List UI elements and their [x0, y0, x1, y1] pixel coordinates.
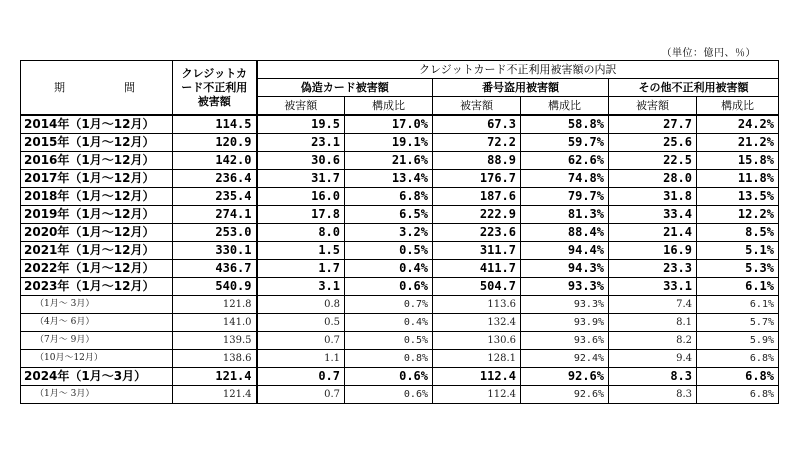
other-amount-cell: 8.3 [609, 368, 697, 386]
total-header: クレジットカード不正利用被害額 [173, 61, 257, 116]
counterfeit-ratio-cell: 0.6% [345, 278, 433, 296]
total-cell: 330.1 [173, 242, 257, 260]
counterfeit-header: 偽造カード被害額 [257, 79, 433, 97]
counterfeit-ratio-cell: 13.4% [345, 170, 433, 188]
counterfeit-ratio-cell: 6.5% [345, 206, 433, 224]
period-cell: 2024年（1月～3月） [21, 368, 173, 386]
other-amount-cell: 16.9 [609, 242, 697, 260]
breakdown-header: クレジットカード不正利用被害額の内訳 [257, 61, 779, 79]
number-theft-amount-cell: 112.4 [433, 386, 521, 404]
other-amount-cell: 33.1 [609, 278, 697, 296]
period-cell: （4月～ 6月） [21, 314, 173, 332]
number-theft-amount-cell: 88.9 [433, 152, 521, 170]
other-ratio-cell: 24.2% [697, 115, 779, 134]
counterfeit-amount-header: 被害額 [257, 97, 345, 116]
total-cell: 141.0 [173, 314, 257, 332]
other-ratio-cell: 5.3% [697, 260, 779, 278]
counterfeit-ratio-cell: 0.8% [345, 350, 433, 368]
other-ratio-cell: 6.1% [697, 278, 779, 296]
other-ratio-cell: 6.1% [697, 296, 779, 314]
counterfeit-ratio-cell: 0.6% [345, 368, 433, 386]
table-row [21, 115, 779, 134]
other-ratio-cell: 11.8% [697, 170, 779, 188]
other-ratio-cell: 13.5% [697, 188, 779, 206]
other-amount-cell: 21.4 [609, 224, 697, 242]
number-theft-amount-cell: 222.9 [433, 206, 521, 224]
counterfeit-ratio-cell: 0.7% [345, 296, 433, 314]
table-row [21, 152, 779, 170]
counterfeit-ratio-cell: 0.4% [345, 314, 433, 332]
counterfeit-amount-cell: 8.0 [257, 224, 345, 242]
number-theft-ratio-cell: 92.4% [521, 350, 609, 368]
number-theft-amount-cell: 411.7 [433, 260, 521, 278]
number-theft-ratio-cell: 79.7% [521, 188, 609, 206]
counterfeit-amount-cell: 16.0 [257, 188, 345, 206]
counterfeit-ratio-cell: 0.5% [345, 242, 433, 260]
counterfeit-ratio-cell: 17.0% [345, 115, 433, 134]
period-cell: （1月～ 3月） [21, 296, 173, 314]
total-cell: 120.9 [173, 134, 257, 152]
period-cell: 2020年（1月～12月） [21, 224, 173, 242]
total-cell: 142.0 [173, 152, 257, 170]
fraud-damage-table [20, 60, 779, 404]
number-theft-ratio-cell: 93.9% [521, 314, 609, 332]
unit-note: （単位：億円、％） [661, 48, 756, 59]
counterfeit-amount-cell: 23.1 [257, 134, 345, 152]
table-row [21, 350, 779, 368]
other-ratio-cell: 6.8% [697, 368, 779, 386]
total-cell: 121.4 [173, 368, 257, 386]
other-ratio-cell: 21.2% [697, 134, 779, 152]
counterfeit-ratio-cell: 3.2% [345, 224, 433, 242]
period-cell: （10月～12月） [21, 350, 173, 368]
counterfeit-amount-cell: 1.7 [257, 260, 345, 278]
total-cell: 253.0 [173, 224, 257, 242]
total-cell: 121.4 [173, 386, 257, 404]
total-cell: 121.8 [173, 296, 257, 314]
period-cell: 2016年（1月～12月） [21, 152, 173, 170]
table-row [21, 242, 779, 260]
number-theft-ratio-cell: 88.4% [521, 224, 609, 242]
table-row [21, 278, 779, 296]
other-amount-cell: 23.3 [609, 260, 697, 278]
number-theft-amount-cell: 504.7 [433, 278, 521, 296]
period-cell: 2021年（1月～12月） [21, 242, 173, 260]
table-row [21, 188, 779, 206]
number-theft-ratio-cell: 93.3% [521, 278, 609, 296]
period-cell: 2019年（1月～12月） [21, 206, 173, 224]
counterfeit-amount-cell: 31.7 [257, 170, 345, 188]
period-cell: 2015年（1月～12月） [21, 134, 173, 152]
other-amount-cell: 33.4 [609, 206, 697, 224]
counterfeit-ratio-header: 構成比 [345, 97, 433, 116]
table-body [21, 115, 779, 404]
other-ratio-cell: 5.1% [697, 242, 779, 260]
counterfeit-ratio-cell: 21.6% [345, 152, 433, 170]
counterfeit-ratio-cell: 0.4% [345, 260, 433, 278]
counterfeit-amount-cell: 0.8 [257, 296, 345, 314]
table-row [21, 296, 779, 314]
counterfeit-amount-cell: 17.8 [257, 206, 345, 224]
number-theft-ratio-cell: 62.6% [521, 152, 609, 170]
number-theft-amount-cell: 223.6 [433, 224, 521, 242]
table-row [21, 170, 779, 188]
number-theft-amount-cell: 311.7 [433, 242, 521, 260]
counterfeit-amount-cell: 3.1 [257, 278, 345, 296]
table-row [21, 332, 779, 350]
number-theft-ratio-cell: 94.3% [521, 260, 609, 278]
number-theft-ratio-cell: 59.7% [521, 134, 609, 152]
other-amount-cell: 27.7 [609, 115, 697, 134]
counterfeit-amount-cell: 1.5 [257, 242, 345, 260]
number-theft-ratio-cell: 93.3% [521, 296, 609, 314]
number-theft-ratio-cell: 92.6% [521, 368, 609, 386]
period-cell: 2023年（1月～12月） [21, 278, 173, 296]
number-theft-header: 番号盗用被害額 [433, 79, 609, 97]
counterfeit-amount-cell: 0.5 [257, 314, 345, 332]
table-row [21, 224, 779, 242]
table-row [21, 260, 779, 278]
period-cell: 2018年（1月～12月） [21, 188, 173, 206]
counterfeit-amount-cell: 0.7 [257, 332, 345, 350]
counterfeit-ratio-cell: 0.5% [345, 332, 433, 350]
counterfeit-ratio-cell: 19.1% [345, 134, 433, 152]
counterfeit-ratio-cell: 0.6% [345, 386, 433, 404]
other-amount-cell: 22.5 [609, 152, 697, 170]
total-cell: 236.4 [173, 170, 257, 188]
counterfeit-amount-cell: 0.7 [257, 368, 345, 386]
number-theft-amount-cell: 67.3 [433, 115, 521, 134]
other-amount-cell: 8.2 [609, 332, 697, 350]
number-theft-amount-cell: 72.2 [433, 134, 521, 152]
number-theft-ratio-cell: 81.3% [521, 206, 609, 224]
period-cell: 2014年（1月～12月） [21, 115, 173, 134]
other-amount-cell: 25.6 [609, 134, 697, 152]
number-theft-ratio-cell: 58.8% [521, 115, 609, 134]
other-ratio-cell: 6.8% [697, 386, 779, 404]
other-ratio-header: 構成比 [697, 97, 779, 116]
total-cell: 540.9 [173, 278, 257, 296]
number-theft-ratio-cell: 94.4% [521, 242, 609, 260]
number-theft-ratio-header: 構成比 [521, 97, 609, 116]
number-theft-ratio-cell: 74.8% [521, 170, 609, 188]
counterfeit-amount-cell: 0.7 [257, 386, 345, 404]
total-cell: 139.5 [173, 332, 257, 350]
period-cell: （7月～ 9月） [21, 332, 173, 350]
number-theft-amount-cell: 132.4 [433, 314, 521, 332]
number-theft-amount-cell: 187.6 [433, 188, 521, 206]
total-cell: 274.1 [173, 206, 257, 224]
counterfeit-ratio-cell: 6.8% [345, 188, 433, 206]
total-cell: 436.7 [173, 260, 257, 278]
other-amount-cell: 7.4 [609, 296, 697, 314]
total-cell: 114.5 [173, 115, 257, 134]
number-theft-amount-header: 被害額 [433, 97, 521, 116]
other-ratio-cell: 12.2% [697, 206, 779, 224]
table-row [21, 134, 779, 152]
other-ratio-cell: 6.8% [697, 350, 779, 368]
counterfeit-amount-cell: 1.1 [257, 350, 345, 368]
table-row [21, 386, 779, 404]
number-theft-ratio-cell: 92.6% [521, 386, 609, 404]
number-theft-amount-cell: 112.4 [433, 368, 521, 386]
other-amount-cell: 31.8 [609, 188, 697, 206]
number-theft-amount-cell: 113.6 [433, 296, 521, 314]
other-amount-cell: 28.0 [609, 170, 697, 188]
counterfeit-amount-cell: 30.6 [257, 152, 345, 170]
table-row [21, 206, 779, 224]
other-ratio-cell: 8.5% [697, 224, 779, 242]
total-cell: 235.4 [173, 188, 257, 206]
period-cell: 2022年（1月～12月） [21, 260, 173, 278]
other-amount-cell: 9.4 [609, 350, 697, 368]
other-ratio-cell: 5.7% [697, 314, 779, 332]
period-header: 期 間 [21, 61, 173, 116]
number-theft-amount-cell: 176.7 [433, 170, 521, 188]
other-amount-header: 被害額 [609, 97, 697, 116]
number-theft-ratio-cell: 93.6% [521, 332, 609, 350]
number-theft-amount-cell: 128.1 [433, 350, 521, 368]
table-row [21, 314, 779, 332]
number-theft-amount-cell: 130.6 [433, 332, 521, 350]
period-cell: （1月～ 3月） [21, 386, 173, 404]
other-ratio-cell: 15.8% [697, 152, 779, 170]
other-header: その他不正利用被害額 [609, 79, 779, 97]
period-cell: 2017年（1月～12月） [21, 170, 173, 188]
other-amount-cell: 8.3 [609, 386, 697, 404]
other-ratio-cell: 5.9% [697, 332, 779, 350]
total-cell: 138.6 [173, 350, 257, 368]
other-amount-cell: 8.1 [609, 314, 697, 332]
counterfeit-amount-cell: 19.5 [257, 115, 345, 134]
table-row [21, 368, 779, 386]
